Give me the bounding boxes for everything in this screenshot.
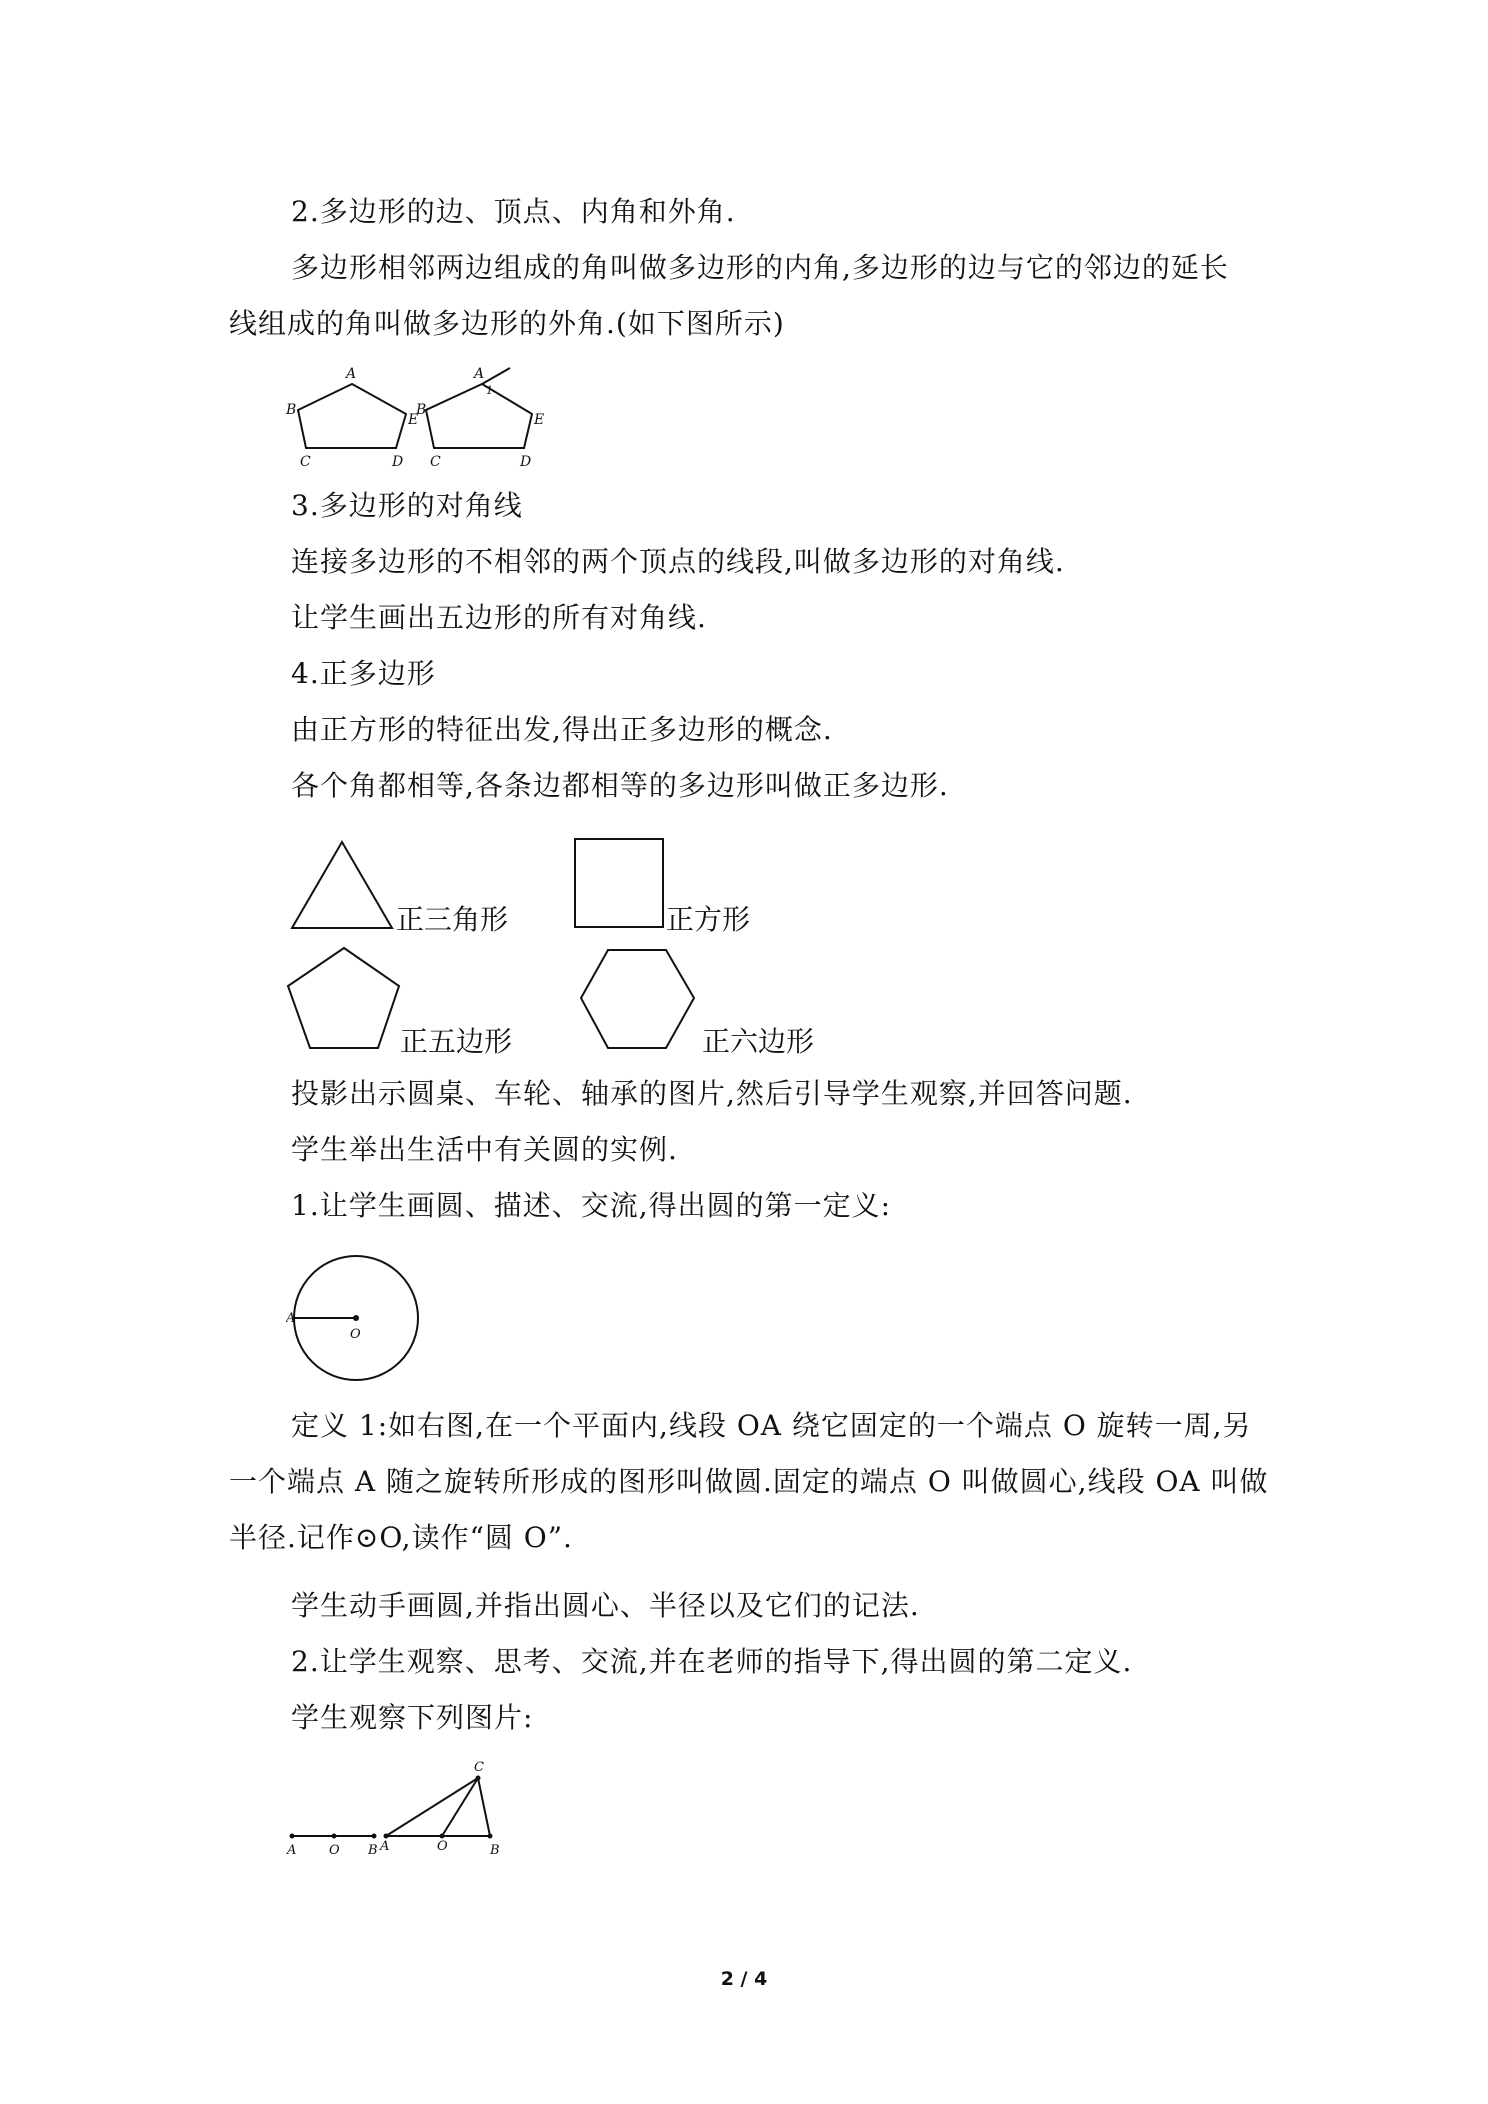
text-line: 让学生画出五边形的所有对角线.: [291, 601, 707, 634]
label-b: B: [490, 1843, 500, 1858]
label-a: A: [380, 1839, 390, 1854]
center-point: [353, 1315, 359, 1321]
label-c: C: [300, 454, 311, 470]
text-line: 学生观察下列图片:: [291, 1701, 534, 1734]
pentagon-interior: [298, 384, 406, 448]
hexagon-label: 正六边形: [702, 1025, 815, 1058]
text-line: 学生动手画圆,并指出圆心、半径以及它们的记法.: [291, 1589, 920, 1622]
text-line: 线组成的角叫做多边形的外角.(如下图所示): [229, 307, 785, 340]
text-line: 投影出示圆桌、车轮、轴承的图片,然后引导学生观察,并回答问题.: [291, 1077, 1133, 1110]
triangle-label: 正三角形: [396, 903, 509, 936]
label-a: A: [474, 366, 485, 382]
text-line: 连接多边形的不相邻的两个顶点的线段,叫做多边形的对角线.: [291, 545, 1065, 578]
angle-one-label: 1: [486, 384, 493, 397]
text-line: 各个角都相等,各条边都相等的多边形叫做正多边形.: [291, 769, 949, 802]
label-c: C: [474, 1760, 484, 1775]
text-line: 由正方形的特征出发,得出正多边形的概念.: [291, 713, 833, 746]
label-a: A: [346, 366, 357, 382]
text-line: 1.让学生画圆、描述、交流,得出圆的第一定义:: [291, 1189, 892, 1222]
regular-pentagon-shape: [282, 944, 406, 1054]
triangle-median-oc: [442, 1778, 478, 1836]
text-line: 一个端点 A 随之旋转所形成的图形叫做圆.固定的端点 O 叫做圆心,线段 OA 叫做: [229, 1465, 1269, 1498]
circle-figure: [286, 1252, 426, 1386]
label-d: D: [392, 454, 404, 470]
extension-line: [482, 368, 510, 384]
text-line: 多边形相邻两边组成的角叫做多边形的内角,多边形的边与它的邻边的延长: [291, 251, 1229, 284]
text-line: 学生举出生活中有关圆的实例.: [291, 1133, 678, 1166]
text-line: 3.多边形的对角线: [291, 489, 523, 522]
text-line: 2.让学生观察、思考、交流,并在老师的指导下,得出圆的第二定义.: [291, 1645, 1133, 1678]
equilateral-triangle-shape: [288, 838, 398, 934]
label-d: D: [520, 454, 532, 470]
pentagon-label: 正五边形: [400, 1025, 513, 1058]
label-b: B: [368, 1843, 378, 1858]
label-b: B: [286, 402, 297, 418]
page-number: 2 / 4: [720, 1968, 768, 1990]
label-a: A: [286, 1311, 296, 1326]
regular-hexagon-shape: [578, 946, 698, 1054]
label-e: E: [534, 412, 545, 428]
text-line: 定义 1:如右图,在一个平面内,线段 OA 绕它固定的一个端点 O 旋转一周,另: [291, 1409, 1252, 1442]
segment-triangle-figure: [282, 1758, 512, 1858]
label-a: A: [287, 1843, 297, 1858]
label-e: E: [408, 412, 419, 428]
square-label: 正方形: [666, 903, 751, 936]
triangle-side-cb: [478, 1778, 490, 1836]
label-b: B: [416, 402, 427, 418]
label-o: O: [437, 1839, 448, 1854]
square-shape: [572, 836, 668, 932]
triangle-side-ac: [386, 1778, 478, 1836]
pentagon-angle-figure: [280, 362, 560, 470]
label-c: C: [430, 454, 441, 470]
pentagon-exterior: [426, 384, 532, 448]
label-o: O: [350, 1327, 361, 1342]
label-o: O: [329, 1843, 340, 1858]
text-line: 半径.记作⊙O,读作“圆 O”.: [229, 1521, 573, 1554]
text-line: 4.正多边形: [291, 657, 436, 690]
text-line: 2.多边形的边、顶点、内角和外角.: [291, 195, 736, 228]
